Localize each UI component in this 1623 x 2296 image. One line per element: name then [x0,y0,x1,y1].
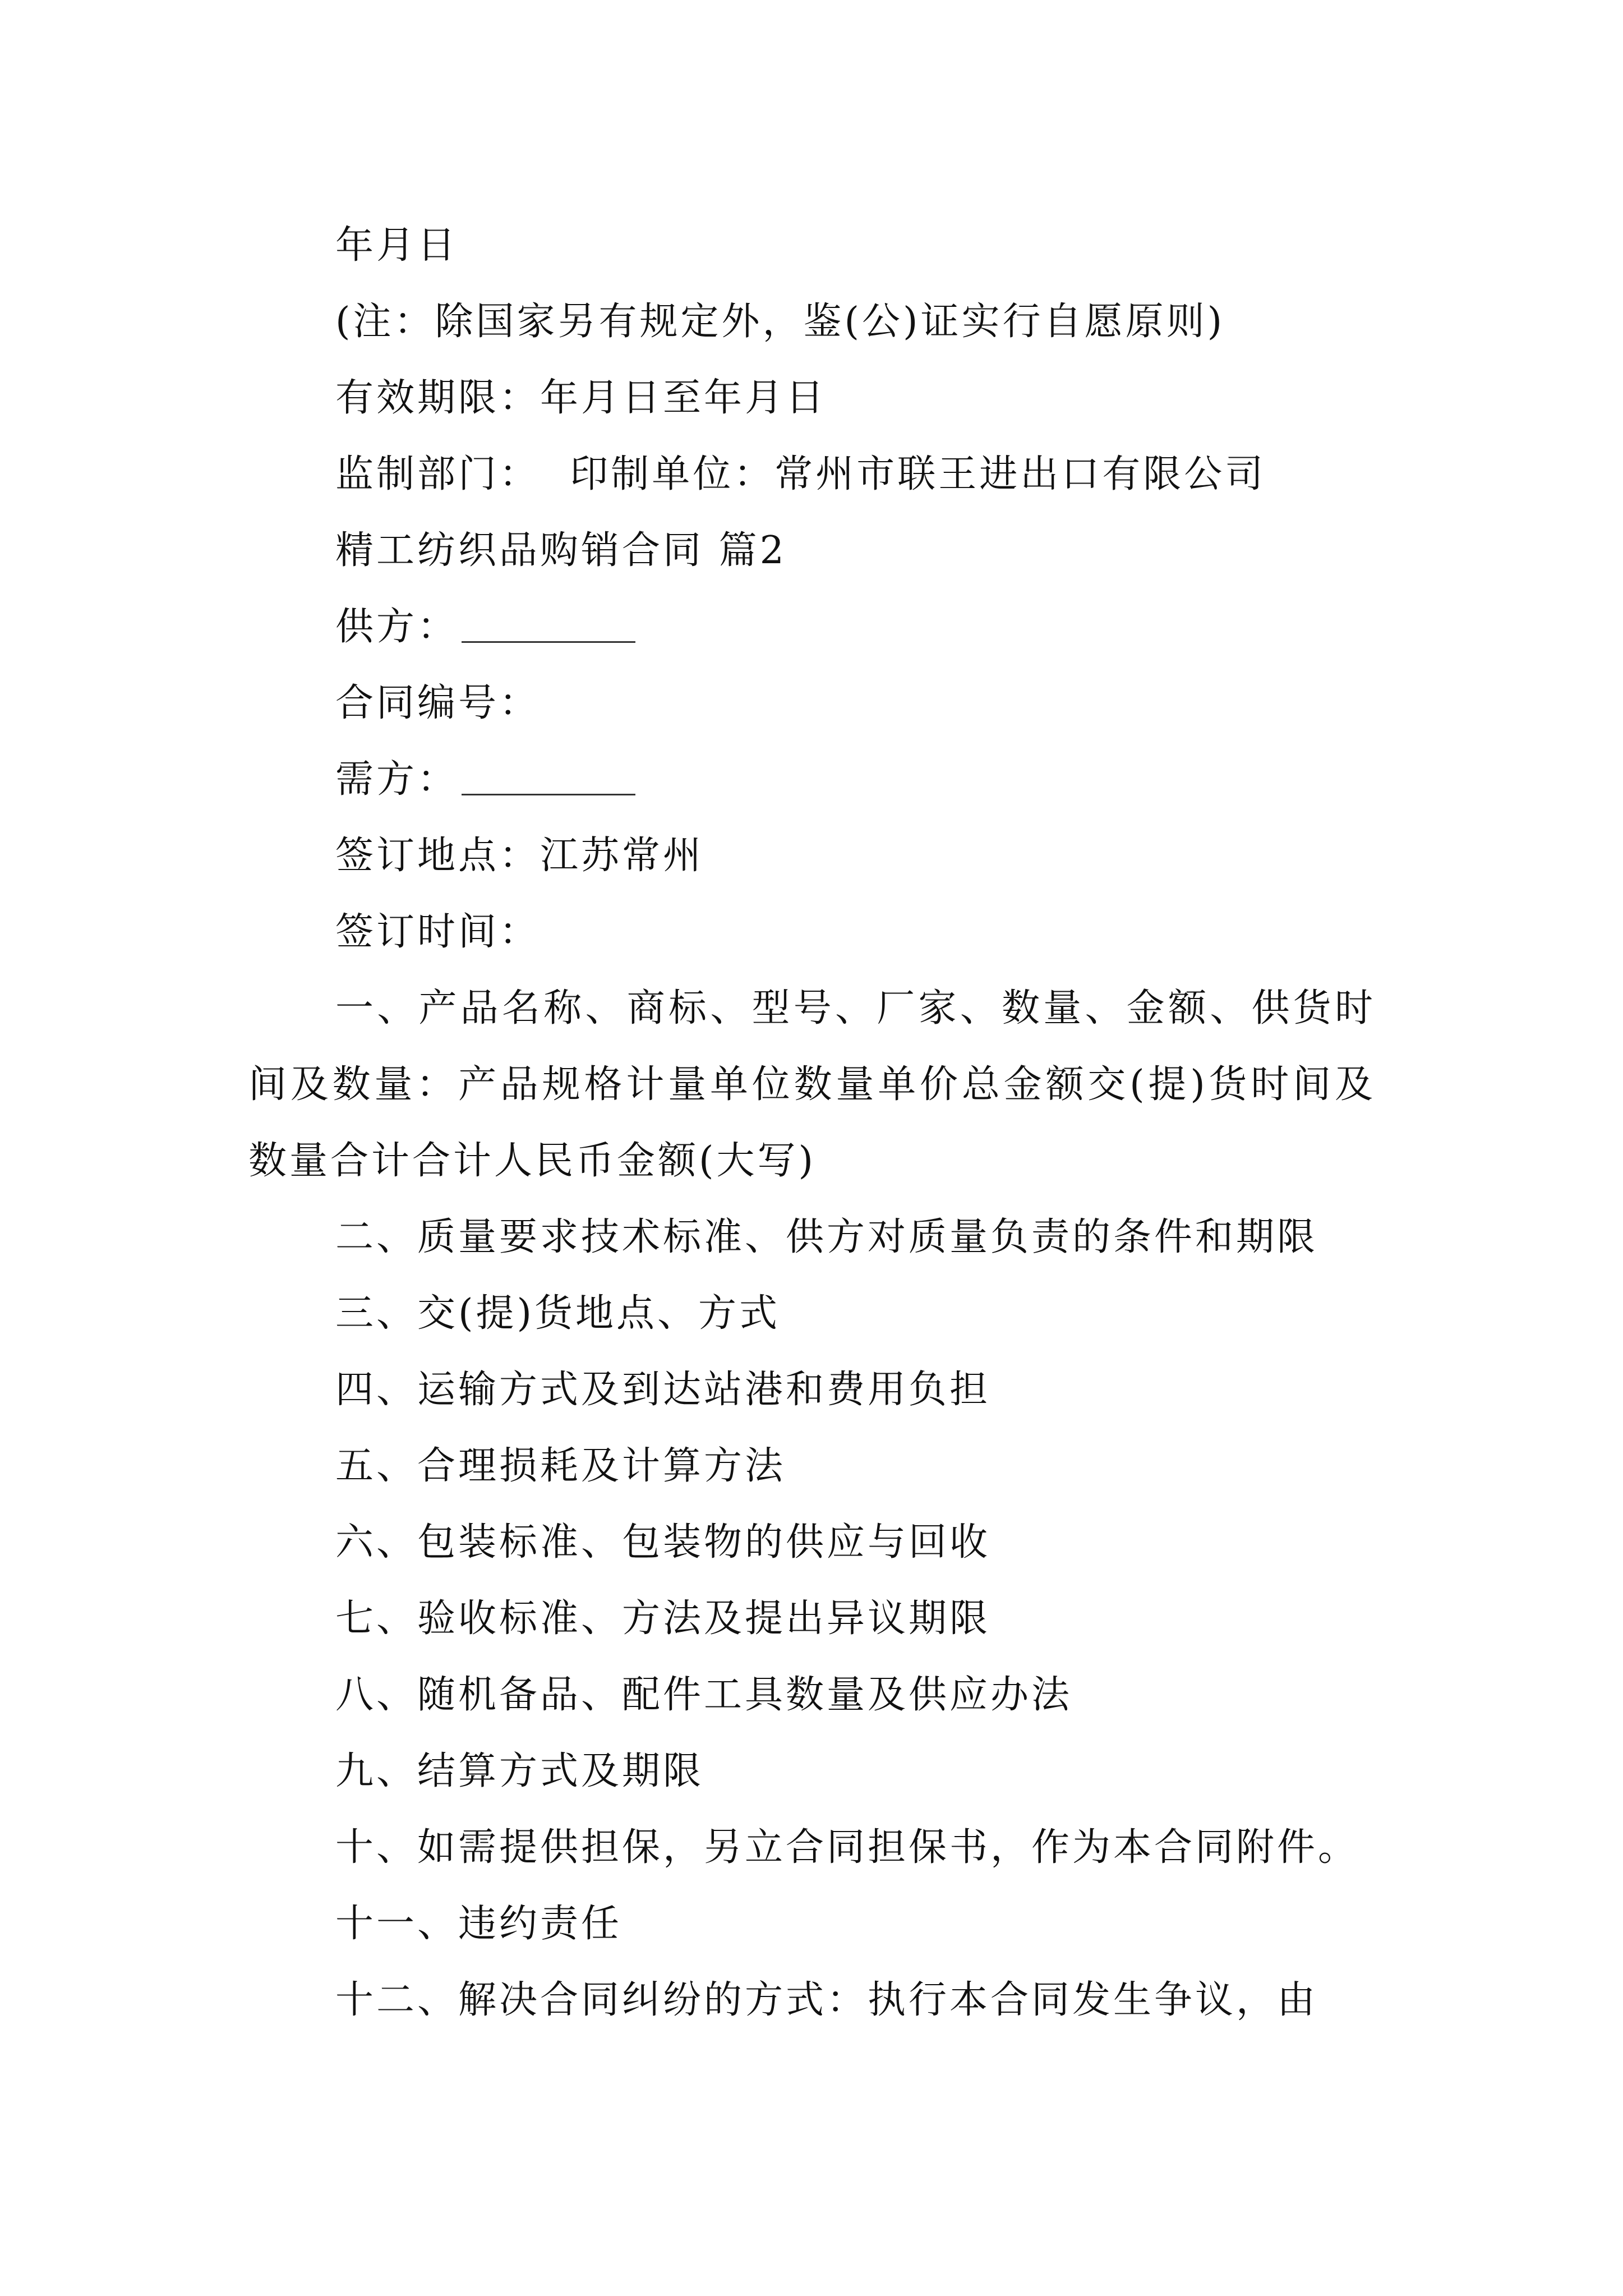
clause-12: 十二、解决合同纠纷的方式：执行本合同发生争议，由 [335,1978,1318,2022]
clause-11: 十一、违约责任 [335,1902,623,1946]
contract-heading: 精工纺织品购销合同 篇2 [335,528,787,573]
note-line: (注：除国家另有规定外，鉴(公)证实行自愿原则) [335,300,1225,344]
clause-1: 一、产品名称、商标、型号、厂家、数量、金额、供货时间及数量：产品规格计量单位数量单价总金额交(提)货时间及数量合计合计人民币金额(大写) [248,986,1376,1183]
clause-4: 四、运输方式及到达站港和费用负担 [335,1368,991,1412]
supplier-blank [462,610,635,643]
buyer-label: 需方： [335,757,459,802]
sign-time-line: 签订时间： [335,910,541,954]
supplier-label: 供方： [335,605,459,649]
contract-number-line: 合同编号： [335,681,541,725]
document-body [248,208,1376,2039]
clause-7: 七、验收标准、方法及提出异议期限 [335,1596,991,1641]
buyer-line [248,742,1376,818]
clause-2: 二、质量要求技术标准、供方对质量负责的条件和期限 [335,1215,1318,1259]
buyer-blank [462,762,635,795]
clause-10: 十、如需提供担保，另立合同担保书，作为本合同附件。 [335,1825,1359,1870]
supervise-line: 监制部门： 印制单位：常州市联王进出口有限公司 [335,452,1266,496]
clause-9: 九、结算方式及期限 [335,1749,704,1793]
date-line: 年月日 [335,223,459,268]
supplier-line [248,589,1376,665]
clause-8: 八、随机备品、配件工具数量及供应办法 [335,1673,1073,1717]
validity-line: 有效期限：年月日至年月日 [335,376,827,420]
clause-5: 五、合理损耗及计算方法 [335,1444,786,1488]
sign-place-line: 签订地点：江苏常州 [335,834,704,878]
clause-3: 三、交(提)货地点、方式 [335,1291,781,1336]
clause-6: 六、包装标准、包装物的供应与回收 [335,1520,991,1565]
